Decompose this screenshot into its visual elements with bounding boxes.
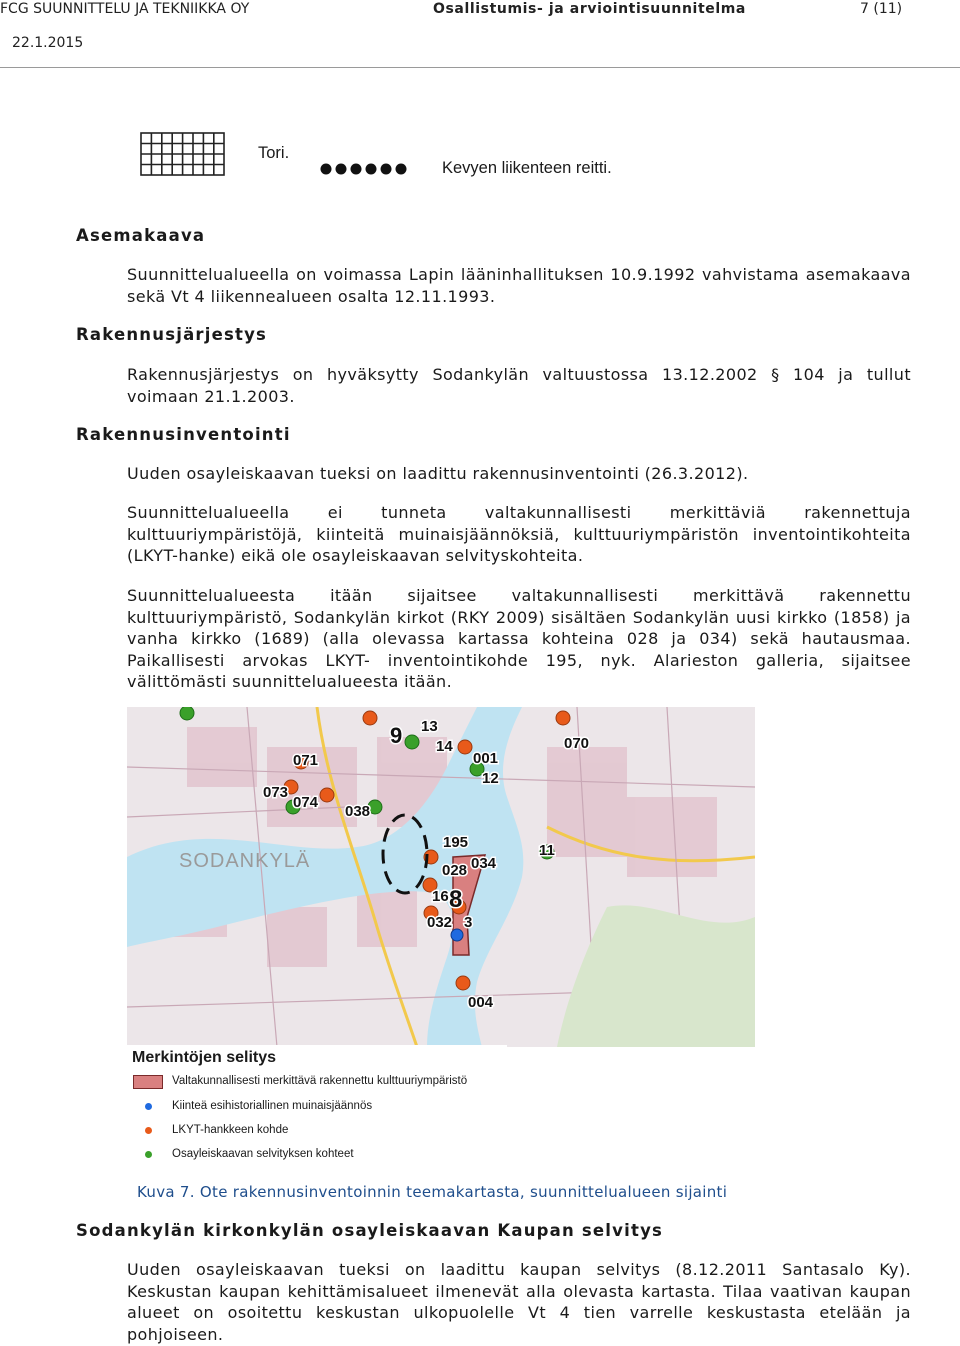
legend-dot-orange-icon xyxy=(145,1127,152,1134)
map-label-074: 074 xyxy=(293,794,319,811)
map-label-028: 028 xyxy=(442,862,468,879)
legend-dot-blue-icon xyxy=(145,1103,152,1110)
map-town-label: SODANKYLÄ xyxy=(179,850,311,872)
map-label-038: 038 xyxy=(345,803,371,820)
legend-dot-green-icon xyxy=(145,1151,152,1158)
map-label-3: 3 xyxy=(464,914,473,931)
map-label-9: 9 xyxy=(390,723,403,748)
map-label-16: 16 xyxy=(432,888,449,905)
rakennusinventointi-p2: Suunnittelualueella ei tunneta valtakunnallisesti merkittäviä rakennettuja kulttuuriympäristöjä, kiinteitä muinaisjäännöksiä, kulttuuriympäristön inventointikohteita (LKYT-hanke) eikä ole osayleiskaavan selvityskohteita. xyxy=(127,503,911,566)
legend-item-lkyt: LKYT-hankkeen kohde xyxy=(172,1124,289,1136)
map-graphic xyxy=(127,707,755,1047)
kaupan-selvitys-text: Uuden osayleiskaavan tueksi on laadittu kaupan selvitys (8.12.2011 Santasalo Ky). Keskustan kaupan kehittämisalueet ilmenevät alla olevasta kartasta. Tilaa vaativan kaupan alueet on osoitettu keskustan ulkopuolelle Vt 4 tien varrelle keskustasta etelään ja pohjoiseen. xyxy=(127,1260,911,1344)
heading-rakennusinventointi: Rakennusinventointi xyxy=(76,425,291,444)
map-label-071: 071 xyxy=(293,752,319,769)
map-legend-title: Merkintöjen selitys xyxy=(132,1049,277,1066)
map-label-073: 073 xyxy=(263,784,289,801)
map-label-14: 14 xyxy=(436,738,453,755)
map-label-8: 8 xyxy=(449,886,463,913)
torg-label: Tori. xyxy=(258,144,290,162)
header-date: 22.1.2015 xyxy=(12,35,84,51)
inventory-map xyxy=(127,707,755,1047)
map-label-195: 195 xyxy=(443,834,469,851)
rakennusinventointi-p1: Uuden osayleiskaavan tueksi on laadittu rakennusinventointi (26.3.2012). xyxy=(127,464,749,483)
map-label-032: 032 xyxy=(427,914,453,931)
header-divider xyxy=(0,67,960,68)
header-doc-title: Osallistumis- ja arviointisuunnitelma xyxy=(433,1,746,17)
map-label-034: 034 xyxy=(471,855,497,872)
header-page-number: 7 (11) xyxy=(860,1,903,17)
map-legend xyxy=(127,1045,507,1165)
top-legend-excerpt xyxy=(140,130,640,180)
grid-symbol-icon xyxy=(140,132,226,178)
asemakaava-text: Suunnittelualueella on voimassa Lapin lääninhallituksen 10.9.1992 vahvistama asemakaava sekä Vt 4 liikennealueen osalta 12.11.1993. xyxy=(127,265,911,306)
rakennusinventointi-p3: Suunnittelualueesta itään sijaitsee valtakunnallisesti merkittävä rakennettu kulttuuriympäristö, Sodankylän kirkot (RKY 2009) sisältäen Sodankylän uusi kirkko (1858) ja vanha kirkko (1689) (alla olevassa kartassa kohteina 028 ja 034) sekä hautausmaa. Paikallisesti arvokas LKYT- inventointikohde 195, nyk. Alarieston galleria, sijaitsee välittömästi suunnittelualueesta itään. xyxy=(127,586,911,692)
map-label-004: 004 xyxy=(468,994,494,1011)
map-label-12: 12 xyxy=(482,770,499,787)
dot-line-symbol-icon xyxy=(320,161,412,177)
legend-item-selvityskohteet: Osayleiskaavan selvityksen kohteet xyxy=(172,1148,354,1160)
map-label-070: 070 xyxy=(564,735,590,752)
heading-rakennusjarjestys: Rakennusjärjestys xyxy=(76,325,268,344)
map-label-13: 13 xyxy=(421,718,438,735)
kevyt-liikenne-label: Kevyen liikenteen reitti. xyxy=(442,159,612,177)
map-label-11: 11 xyxy=(539,842,555,859)
legend-swatch-rky xyxy=(133,1075,163,1089)
rakennusjarjestys-text: Rakennusjärjestys on hyväksytty Sodankylän valtuustossa 13.12.2002 § 104 ja tullut voimaan 21.1.2003. xyxy=(127,365,911,406)
header-company: FCG SUUNNITTELU JA TEKNIIKKA OY xyxy=(0,1,250,17)
legend-item-muinaisjaannos: Kiinteä esihistoriallinen muinaisjäännös xyxy=(172,1100,373,1112)
heading-asemakaava: Asemakaava xyxy=(76,226,206,245)
heading-kaupan-selvitys: Sodankylän kirkonkylän osayleiskaavan Kaupan selvitys xyxy=(76,1221,664,1240)
legend-item-rky: Valtakunnallisesti merkittävä rakennettu kulttuuriympäristö xyxy=(172,1075,468,1087)
figure-caption: Kuva 7. Ote rakennusinventoinnin teemakartasta, suunnittelualueen sijainti xyxy=(137,1183,728,1201)
map-label-001: 001 xyxy=(473,750,499,767)
